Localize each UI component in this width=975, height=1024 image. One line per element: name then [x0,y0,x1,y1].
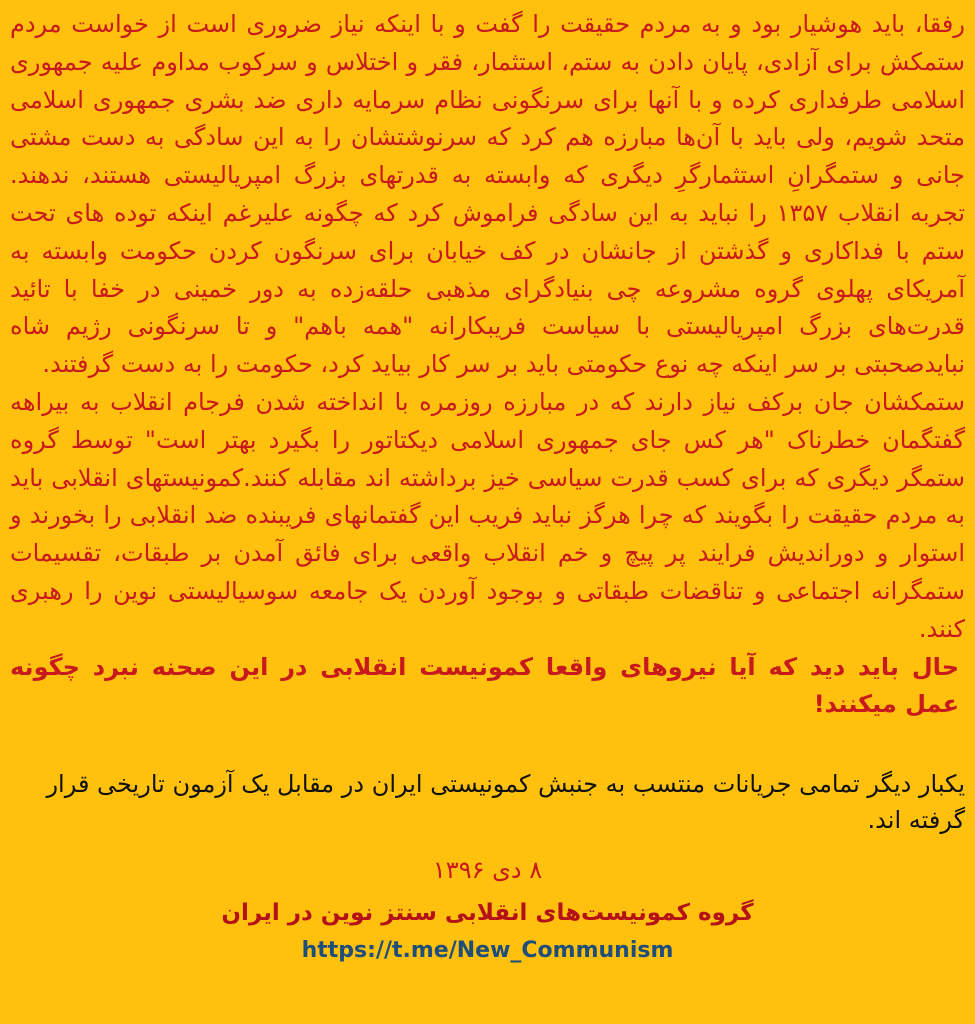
historic-test-note: یکبار دیگر تمامی جریانات منتسب به جنبش کمونیستی ایران در مقابل یک آزمون تاریخی قرار گرفته اند. [46,770,965,835]
paragraph-2: ستمکشان جان برکف نیاز دارند که در مبارزه روزمره با انداخته شدن فرجام انقلاب به بیراهه گفتگمان خطرناک "هر کس جای جمهوری اسلامی دیکتاتور را بگیرد بهتر است" توسط گروه ستمگر دیگری که برای کسب قدرت سیاسی خیز برداشته اند مقابله کنند.کمونیستهای انقلابی باید به مردم حقیقت را بگویند که چرا هرگز نباید فریب این گفتمانهای فریبنده ضد انقلابی را بخورند و استوار و دوراندیش فرایند پر پیچ و خم انقلاب واقعی برای فائق آمدن بر طبقات، تقسیمات ستمگرانه اجتماعی و تناقضات طبقاتی و بوجود آوردن یک جامعه سوسیالیستی نوین را رهبری کنند. [10,387,965,643]
telegram-link[interactable]: https://t.me/New_Communism [301,938,674,964]
statement-date: ۸ دی ۱۳۹۶ [432,856,543,885]
paragraph-1: رفقا، باید هوشیار بود و به مردم حقیقت را گفت و با اینکه نیاز ضروری است از خواست مردم ستمکش برای آزادی، پایان دادن به ستم، استثمار، فقر و اختلاس و سرکوب مداوم علیه جمهوری اسلامی طرفداری کرده و با آنها برای سرنگونی نظام سرمایه داری ضد بشری جمهوری اسلامی متحد شویم، ولی باید با آن‌ها مبارزه هم کرد که سرنوشتشان را به این سادگی به دست مشتی جانی و ستمگرانِ استثمارگرِ دیگری که وابسته به قدرتهای بزرگ امپریالیستی هستند، ندهند. تجربه انقلاب ۱۳۵۷ را نباید به این سادگی فراموش کرد که چگونه علیرغم اینکه توده های تحت ستم با فداکاری و گذشتن از جانشان در کف خیابان برای سرنگون کردن حکومت وابسته به آمریکای پهلوی گروه مشروعه چی بنیادگرای مذهبی حلقه‌زده به دور خمینی در خفا با تائید قدرت‌های بزرگ امپریالیستی با سیاست فریبکارانه "همه باهم" و تا سرنگونی رژیم شاه نبایدصحبتی بر سر اینکه چه نوع حکومتی باید بر سر کار بیاید کرد، حکومت را به دست گرفتند. [10,10,965,379]
closing-line: حال باید دید که آیا نیروهای واقعا کمونیست انقلابی در این صحنه نبرد چگونه عمل میکنند! [10,652,959,719]
statement-body [10,6,965,724]
group-signature: گروه کمونیست‌های انقلابی سنتز نوین در ایران [221,900,754,927]
